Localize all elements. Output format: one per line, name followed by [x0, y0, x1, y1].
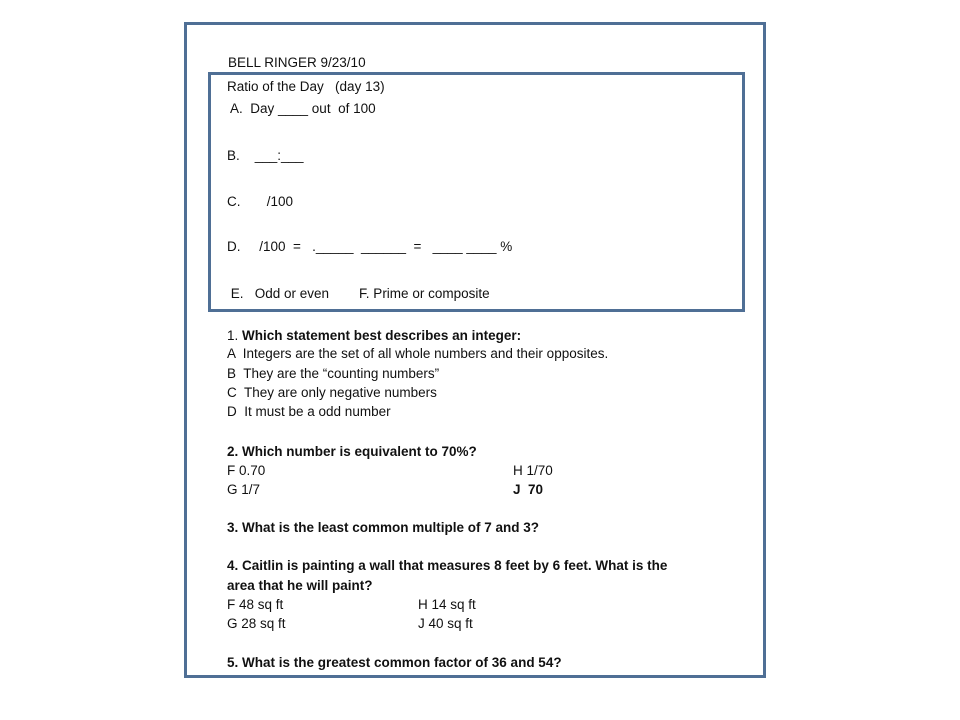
question-4-prompt-line-1: 4. Caitlin is painting a wall that measures 8 feet by 6 feet. What is the	[227, 558, 668, 573]
question-5-prompt: 5. What is the greatest common factor of 36 and 54?	[227, 655, 562, 670]
question-1-option-d: D It must be a odd number	[227, 404, 391, 419]
question-1-option-b: B They are the “counting numbers”	[227, 366, 440, 381]
question-1-prompt	[227, 328, 521, 344]
question-1-text: Which statement best describes an integer:	[242, 328, 522, 343]
ratio-line-e: E. Odd or even F. Prime or composite	[227, 286, 490, 301]
question-4-option-j: J 40 sq ft	[418, 616, 473, 631]
bell-ringer-title: BELL RINGER 9/23/10	[228, 55, 366, 70]
question-1-option-a: A Integers are the set of all whole numbers and their opposites.	[227, 346, 609, 361]
question-2-option-g: G 1/7	[227, 482, 261, 497]
question-4-option-h: H 14 sq ft	[418, 597, 476, 612]
ratio-line-b: B. ___:___	[227, 148, 304, 163]
question-2-option-h: H 1/70	[513, 463, 553, 478]
ratio-line-a: A. Day ____ out of 100	[227, 101, 376, 116]
question-4-prompt-line-2: area that he will paint?	[227, 578, 373, 593]
question-1-option-c: C They are only negative numbers	[227, 385, 437, 400]
ratio-line-c: C. /100	[227, 194, 294, 209]
question-3-prompt: 3. What is the least common multiple of 7 and 3?	[227, 520, 540, 535]
question-2-option-f: F 0.70	[227, 463, 266, 478]
question-2-option-j: J 70	[513, 482, 544, 497]
question-4-option-g: G 28 sq ft	[227, 616, 286, 631]
question-2-prompt: 2. Which number is equivalent to 70%?	[227, 444, 477, 459]
ratio-heading: Ratio of the Day (day 13)	[227, 79, 385, 94]
question-4-option-f: F 48 sq ft	[227, 597, 284, 612]
ratio-line-d: D. /100 = ._____ ______ = ____ ____ %	[227, 239, 513, 254]
question-1-number: 1.	[227, 328, 243, 343]
